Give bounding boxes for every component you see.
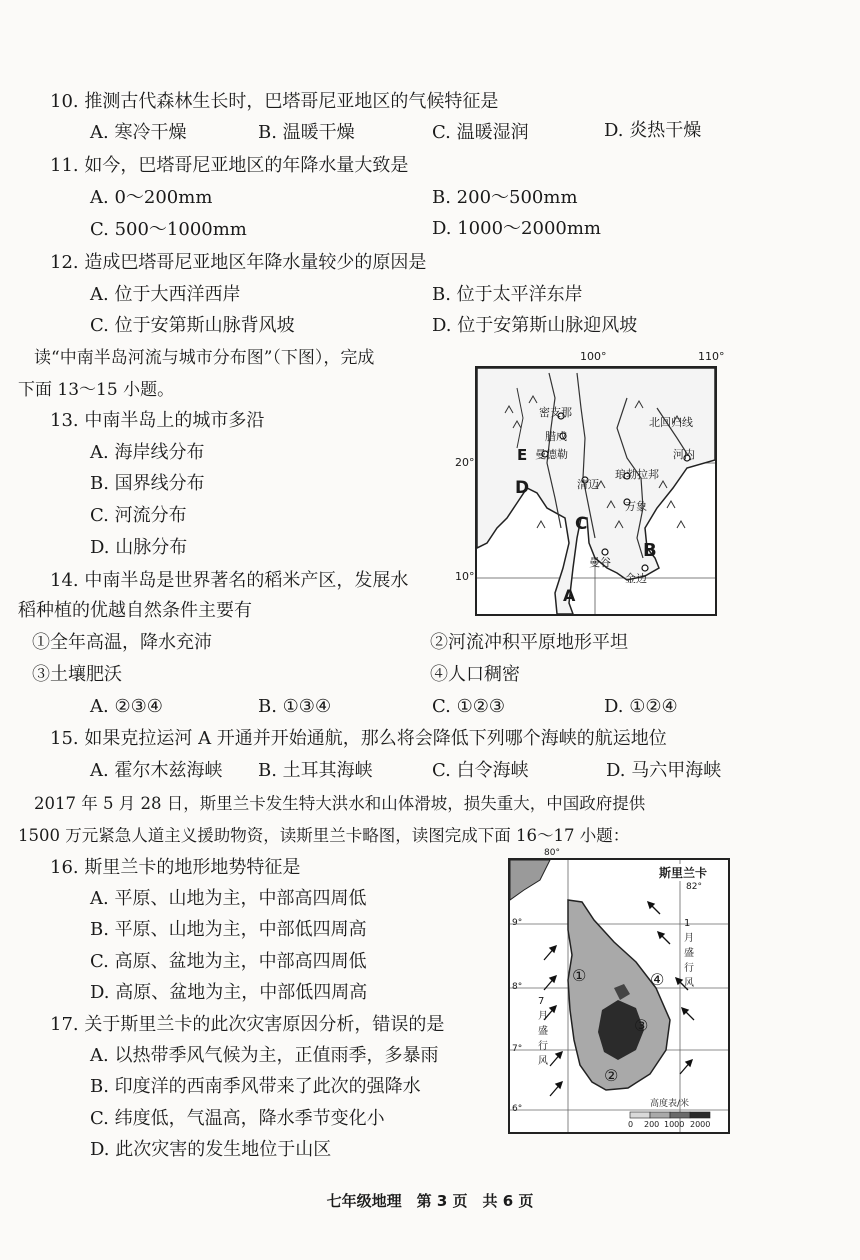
q16-stem: 16. 斯里兰卡的地形地势特征是 bbox=[50, 857, 301, 878]
q10-option-b: B. 温暖干燥 bbox=[258, 122, 355, 143]
q12-option-b: B. 位于太平洋东岸 bbox=[432, 284, 583, 305]
lon-100-label: 100° bbox=[580, 350, 607, 363]
q15-option-c: C. 白令海峡 bbox=[432, 760, 529, 781]
q12-stem: 12. 造成巴塔哥尼亚地区年降水量较少的原因是 bbox=[50, 252, 427, 273]
city-label-lashio: 腊戍 bbox=[545, 430, 567, 443]
intro-16-17-line2: 1500 万元紧急人道主义援助物资，读斯里兰卡略图，读图完成下面 16～17 小题： bbox=[18, 826, 630, 845]
intro-13-15-line2: 下面 13～15 小题。 bbox=[18, 380, 175, 400]
lat-9-label: 9° bbox=[512, 918, 523, 928]
q10-option-d: D. 炎热干燥 bbox=[604, 120, 702, 141]
marker-2: ② bbox=[604, 1066, 619, 1085]
q10-option-c: C. 温暖湿润 bbox=[432, 122, 529, 143]
city-label-phnompenh: 金边 bbox=[625, 572, 647, 585]
q17-option-c: C. 纬度低，气温高，降水季节变化小 bbox=[90, 1108, 385, 1129]
indochina-map bbox=[475, 366, 717, 616]
q12-option-c: C. 位于安第斯山脉背风坡 bbox=[90, 315, 295, 336]
q16-option-d: D. 高原、盆地为主，中部低四周高 bbox=[90, 982, 368, 1003]
marker-1: ① bbox=[572, 966, 587, 985]
lat-20-label: 20° bbox=[455, 456, 475, 469]
legend-tick-0: 0 bbox=[628, 1120, 634, 1129]
map-letter-c: C bbox=[575, 514, 588, 534]
sri-lanka-map bbox=[508, 858, 730, 1134]
q11-option-b: B. 200～500mm bbox=[432, 187, 578, 208]
page-footer: 七年级地理 第 3 页 共 6 页 bbox=[326, 1192, 534, 1210]
lon-110-label: 110° bbox=[698, 350, 725, 363]
q14-option-c: C. ①②③ bbox=[432, 696, 505, 717]
city-label-hanoi: 河内 bbox=[673, 448, 695, 461]
q13-option-a: A. 海岸线分布 bbox=[90, 442, 205, 463]
q15-option-b: B. 土耳其海峡 bbox=[258, 760, 373, 781]
q10-stem: 10. 推测古代森林生长时，巴塔哥尼亚地区的气候特征是 bbox=[50, 91, 499, 112]
legend-tick-200: 200 bbox=[644, 1120, 660, 1129]
map-letter-d: D bbox=[515, 478, 530, 498]
q11-option-c: C. 500～1000mm bbox=[90, 219, 247, 240]
q14-option-d: D. ①②④ bbox=[604, 696, 678, 717]
marker-3: ③ bbox=[634, 1016, 649, 1035]
map-letter-a: A bbox=[563, 586, 576, 605]
q15-option-a: A. 霍尔木兹海峡 bbox=[90, 760, 223, 781]
map-letter-b: B bbox=[643, 540, 657, 561]
q13-stem: 13. 中南半岛上的城市多沿 bbox=[50, 410, 265, 431]
q17-stem: 17. 关于斯里兰卡的此次灾害原因分析，错误的是 bbox=[50, 1014, 445, 1035]
lat-8-label: 8° bbox=[512, 982, 523, 992]
legend-title: 高度表/米 bbox=[650, 1099, 690, 1109]
city-label-luangprabang: 琅勃拉邦 bbox=[615, 468, 659, 481]
intro-13-15-line1: 读“中南半岛河流与城市分布图”（下图），完成 bbox=[34, 348, 375, 368]
q16-option-a: A. 平原、山地为主，中部高四周低 bbox=[90, 888, 367, 909]
q12-option-d: D. 位于安第斯山脉迎风坡 bbox=[432, 315, 638, 336]
lon-82-label: 82° bbox=[686, 882, 702, 892]
q14-statement-3: ③土壤肥沃 bbox=[32, 664, 122, 685]
q17-option-a: A. 以热带季风气候为主，正值雨季，多暴雨 bbox=[90, 1045, 439, 1066]
city-label-chiangmai: 清迈 bbox=[577, 478, 599, 491]
lat-7-label: 7° bbox=[512, 1044, 523, 1054]
q14-option-a: A. ②③④ bbox=[90, 696, 163, 717]
q14-statement-1: ①全年高温，降水充沛 bbox=[32, 632, 212, 653]
lat-6-label: 6° bbox=[512, 1104, 523, 1114]
q14-statement-4: ④人口稠密 bbox=[430, 664, 520, 685]
q13-option-b: B. 国界线分布 bbox=[90, 473, 205, 494]
tropic-label: 北回归线 bbox=[649, 416, 693, 429]
q14-stem-line2: 稻种植的优越自然条件主要有 bbox=[18, 600, 252, 621]
map-letter-e: E bbox=[517, 446, 528, 464]
legend-tick-1000: 1000 bbox=[664, 1120, 685, 1129]
q17-option-d: D. 此次灾害的发生地位于山区 bbox=[90, 1139, 332, 1160]
q11-option-d: D. 1000～2000mm bbox=[432, 218, 601, 239]
marker-4: ④ bbox=[650, 970, 665, 989]
lon-80-label: 80° bbox=[544, 848, 560, 858]
city-label-mandalay: 曼德勒 bbox=[535, 448, 568, 461]
intro-16-17-line1: 2017 年 5 月 28 日，斯里兰卡发生特大洪水和山体滑坡，损失重大，中国政府提供 bbox=[34, 794, 646, 813]
q13-option-c: C. 河流分布 bbox=[90, 505, 187, 526]
q14-option-b: B. ①③④ bbox=[258, 696, 332, 717]
q13-option-d: D. 山脉分布 bbox=[90, 537, 188, 558]
q16-option-b: B. 平原、山地为主，中部低四周高 bbox=[90, 919, 367, 940]
q11-option-a: A. 0～200mm bbox=[90, 187, 213, 208]
q10-option-a: A. 寒冷干燥 bbox=[90, 122, 187, 143]
q16-option-c: C. 高原、盆地为主，中部高四周低 bbox=[90, 951, 367, 972]
legend-tick-2000: 2000 bbox=[690, 1120, 711, 1129]
january-wind-label: 1月盛行风 bbox=[684, 918, 694, 989]
july-wind-label: 7月盛行风 bbox=[538, 996, 548, 1067]
q14-stem-line1: 14. 中南半岛是世界著名的稻米产区，发展水 bbox=[50, 570, 409, 591]
sri-lanka-map-title: 斯里兰卡 bbox=[656, 864, 710, 881]
city-label-bangkok: 曼谷 bbox=[589, 556, 611, 569]
city-label-vientiane: 万象 bbox=[625, 500, 647, 513]
q15-stem: 15. 如果克拉运河 A 开通并开始通航，那么将会降低下列哪个海峡的航运地位 bbox=[50, 728, 667, 749]
q11-stem: 11. 如今，巴塔哥尼亚地区的年降水量大致是 bbox=[50, 155, 409, 176]
q14-statement-2: ②河流冲积平原地形平坦 bbox=[430, 632, 628, 653]
q17-option-b: B. 印度洋的西南季风带来了此次的强降水 bbox=[90, 1076, 421, 1097]
q12-option-a: A. 位于大西洋西岸 bbox=[90, 284, 241, 305]
lat-10-label: 10° bbox=[455, 570, 475, 583]
city-label-myitkyina: 密支那 bbox=[539, 406, 572, 419]
q15-option-d: D. 马六甲海峡 bbox=[606, 760, 722, 781]
